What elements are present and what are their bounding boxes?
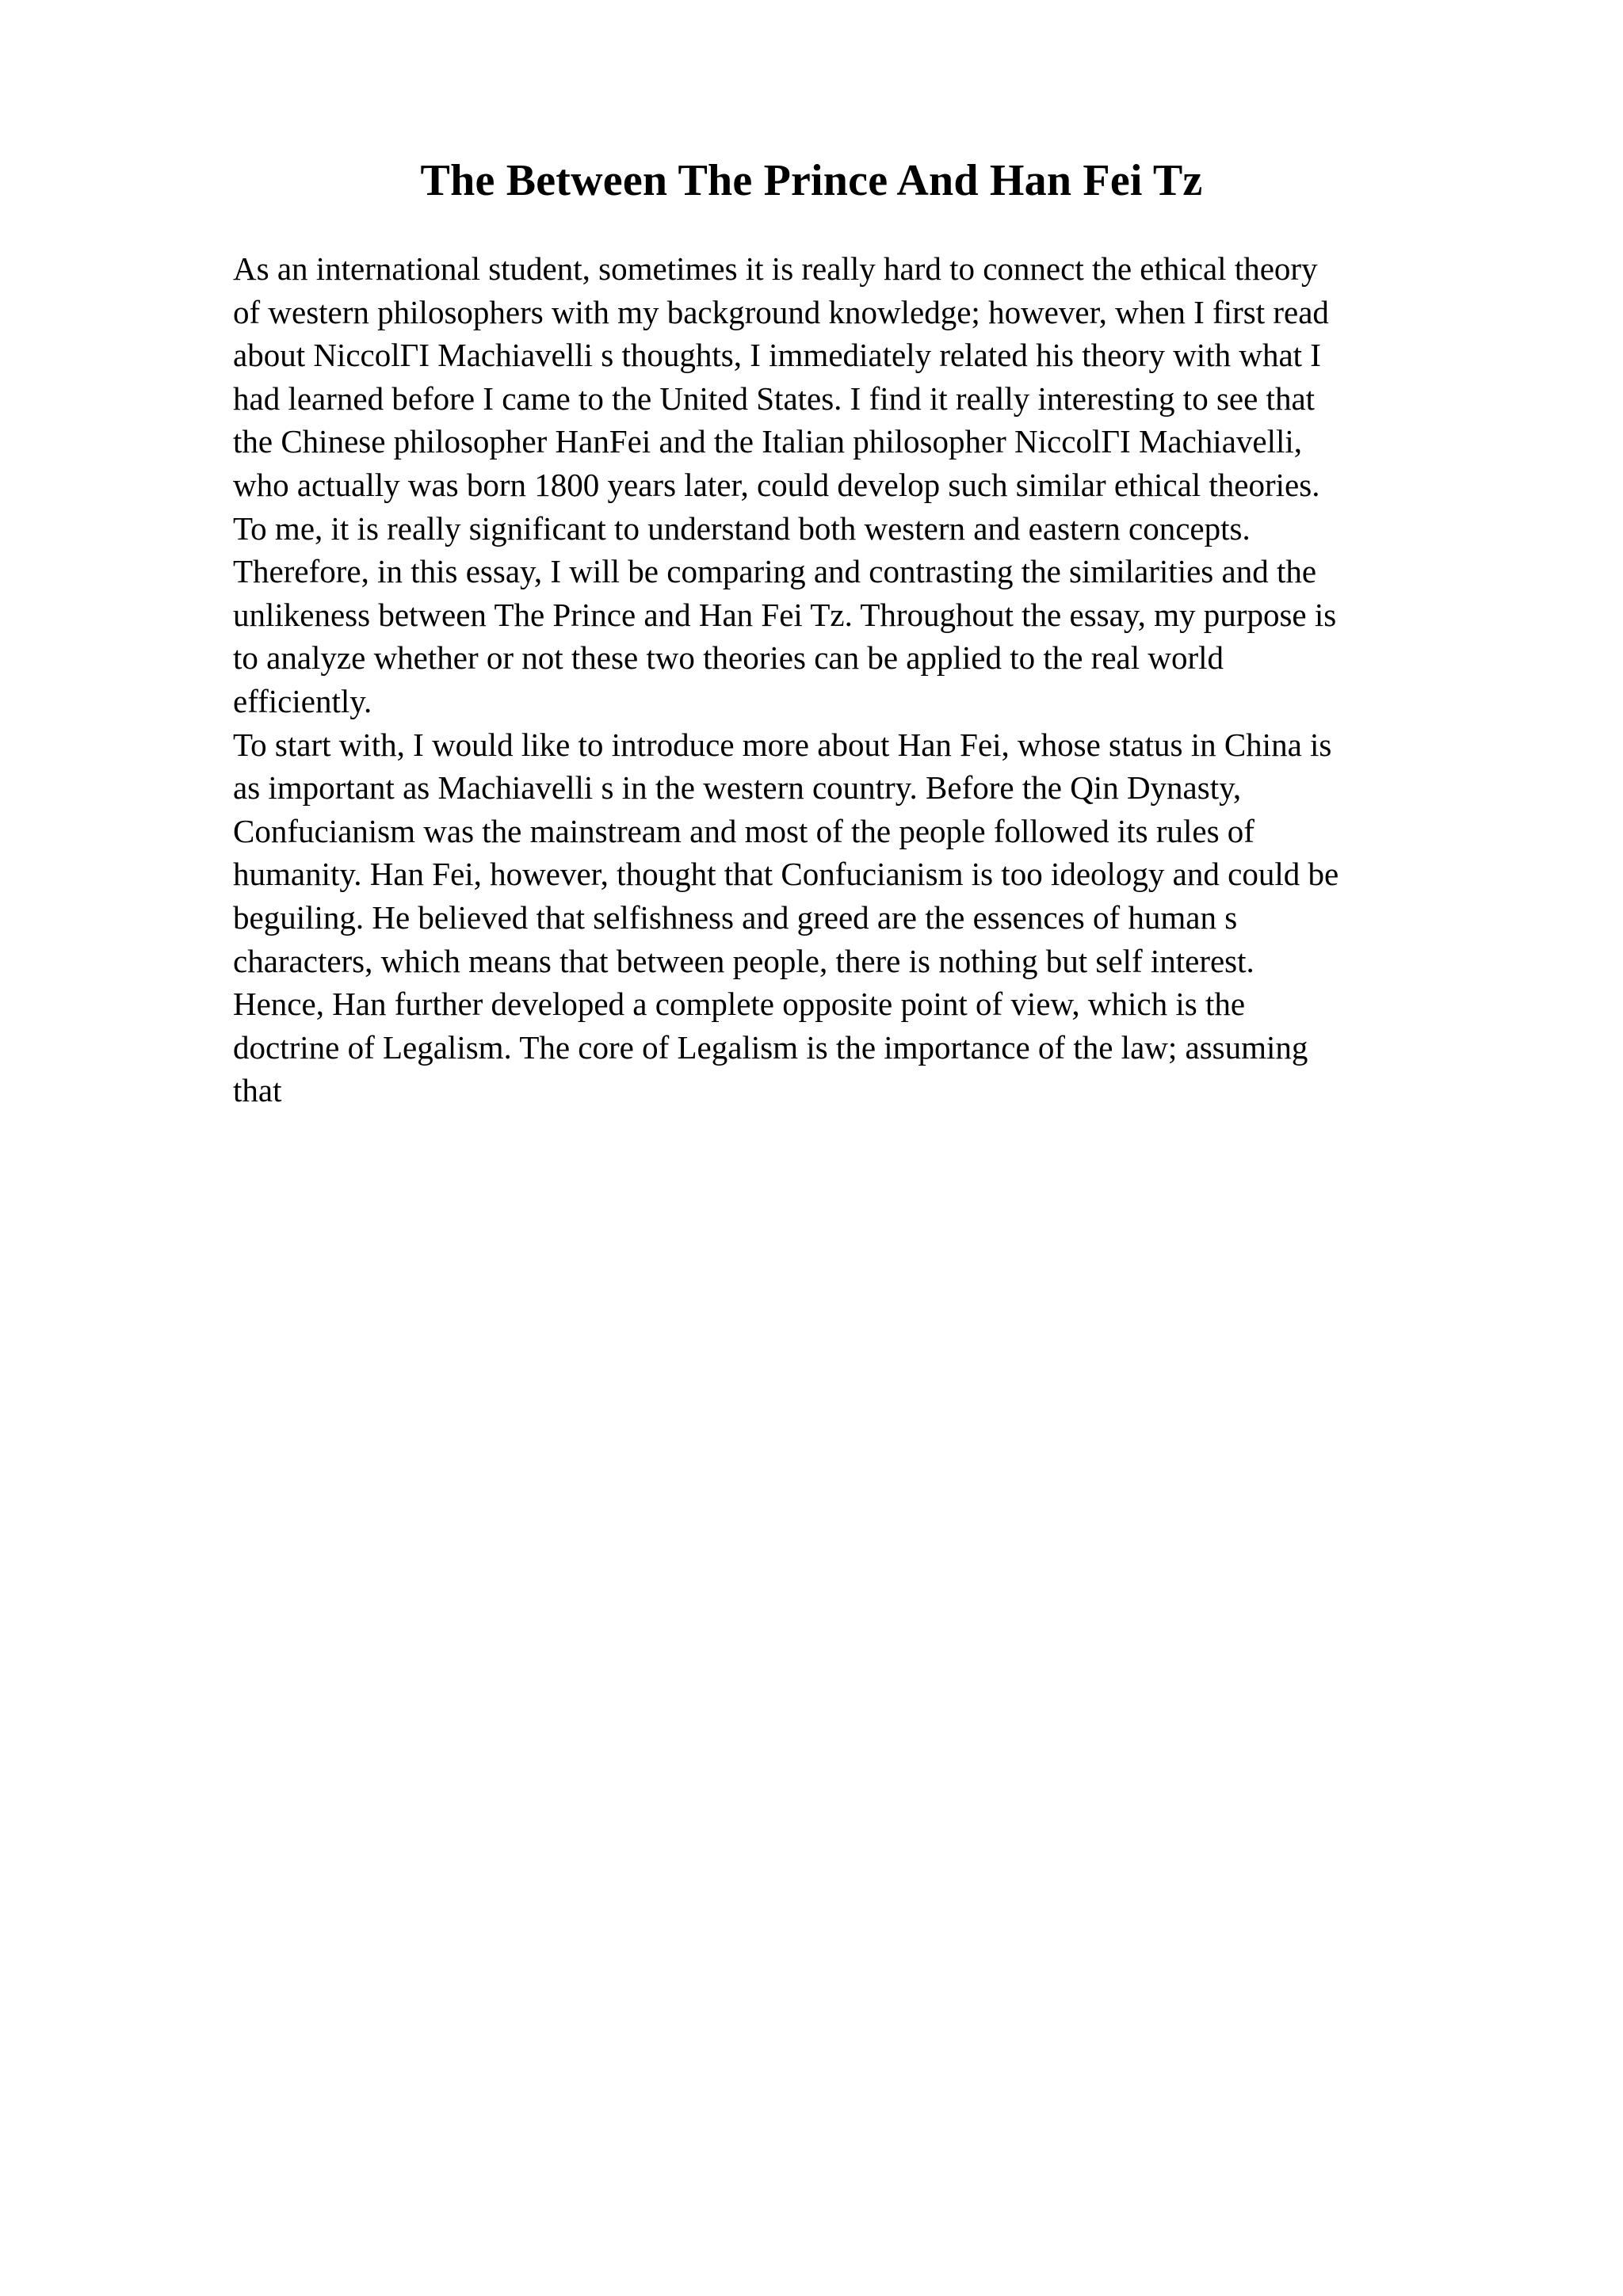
text-line: To me, it is really significant to understand both western and eastern concepts. <box>233 509 1251 547</box>
text-line: to analyze whether or not these two theories can be applied to the real world <box>233 639 1224 677</box>
text-line: about NiccolΓI Machiavelli s thoughts, I immediately related his theory with what I <box>233 337 1321 374</box>
text-line: Hence, Han further developed a complete opposite point of view, which is the <box>233 986 1246 1023</box>
text-line: characters, which means that between people, there is nothing but self interest. <box>233 942 1254 979</box>
text-line: the Chinese philosopher HanFei and the Italian philosopher NiccolΓI Machiavelli, <box>233 423 1303 460</box>
text-line: humanity. Han Fei, however, thought that Confucianism is too ideology and could be <box>233 856 1339 893</box>
document-body <box>233 247 1517 1112</box>
text-line: as important as Machiavelli s in the western country. Before the Qin Dynasty, <box>233 769 1242 807</box>
text-line: efficiently. <box>233 682 372 719</box>
text-line: To start with, I would like to introduce more about Han Fei, whose status in China is <box>233 726 1332 763</box>
text-line: had learned before I came to the United States. I find it really interesting to see that <box>233 379 1316 417</box>
text-line: Confucianism was the mainstream and most of the people followed its rules of <box>233 812 1254 849</box>
document-title: The Between The Prince And Han Fei Tz <box>420 156 1203 205</box>
text-line: beguiling. He believed that selfishness and greed are the essences of human s <box>233 898 1238 936</box>
text-line: doctrine of Legalism. The core of Legalism is the importance of the law; assuming <box>233 1028 1308 1066</box>
text-line: unlikeness between The Prince and Han Fei Tz. Throughout the essay, my purpose is <box>233 596 1337 633</box>
text-line: As an international student, sometimes it is really hard to connect the ethical theory <box>233 250 1318 287</box>
text-line: Therefore, in this essay, I will be comparing and contrasting the similarities and the <box>233 553 1317 590</box>
text-line: who actually was born 1800 years later, could develop such similar ethical theories. <box>233 466 1320 503</box>
text-line: of western philosophers with my background knowledge; however, when I first read <box>233 293 1329 330</box>
text-line: that <box>233 1072 282 1109</box>
